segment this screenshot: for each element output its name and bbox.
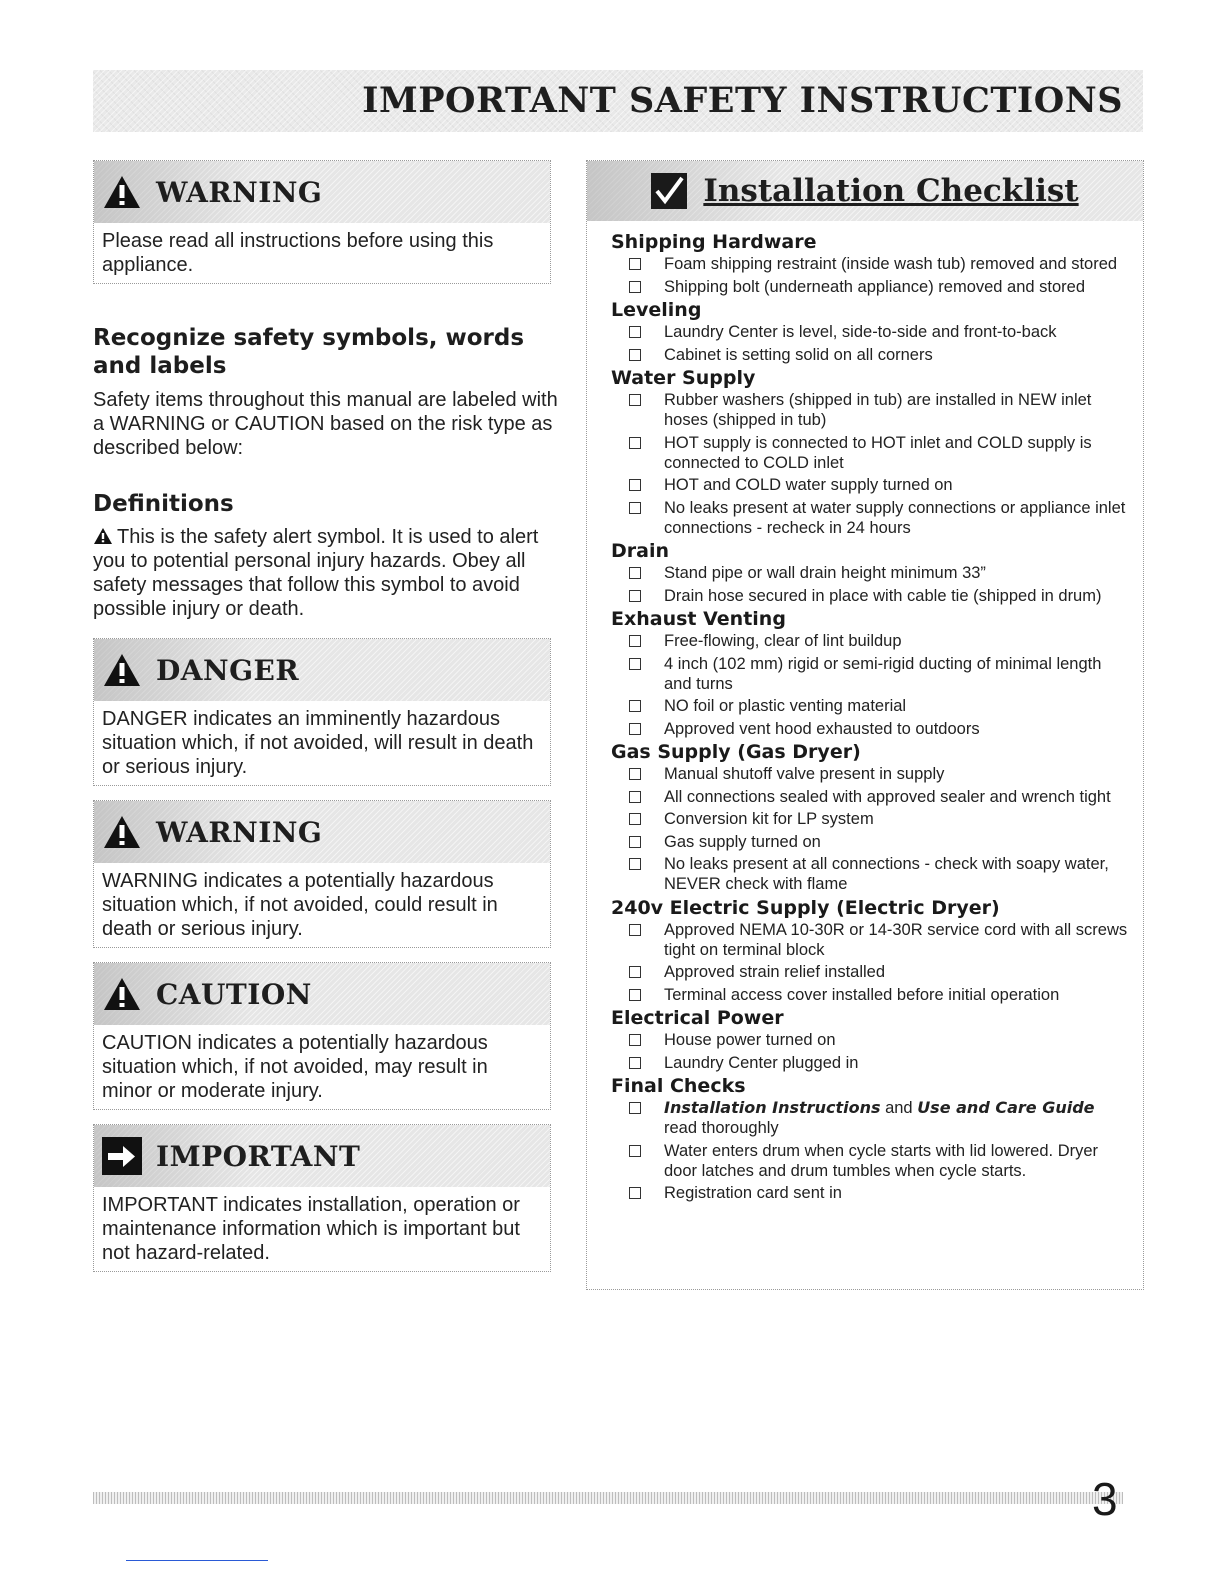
checklist-item (611, 809, 1131, 829)
checkbox[interactable] (629, 924, 641, 936)
final-checks-group (587, 1075, 1143, 1203)
checkbox[interactable] (629, 966, 641, 978)
checkbox[interactable] (629, 791, 641, 803)
group-title: Leveling (611, 299, 702, 321)
checkbox[interactable] (629, 858, 641, 870)
warning-notice-box (93, 160, 551, 284)
checklist-item (611, 764, 1131, 784)
installation-checklist (586, 160, 1144, 1290)
checkbox[interactable] (629, 394, 641, 406)
item-text: All connections sealed with approved sealer and wrench tight (664, 787, 1111, 806)
item-text: Foam shipping restraint (inside wash tub) removed and stored (664, 255, 1118, 273)
checkbox[interactable] (629, 567, 641, 579)
footer-underline (126, 1560, 268, 1561)
checklist-item (611, 277, 1131, 297)
warning-box (93, 800, 551, 948)
important-box (93, 1124, 551, 1272)
checkbox[interactable] (629, 590, 641, 602)
item-text: Shipping bolt (underneath appliance) removed and stored (664, 277, 1086, 296)
checklist-item (611, 1030, 1131, 1050)
definitions-text: This is the safety alert symbol. It is used to alert you to potential personal injury hazards. Obey all safety messages that follow this symbol to avoid possible injury or death. (93, 526, 539, 620)
arrow-right-icon (102, 1137, 142, 1175)
item-text: Drain hose secured in place with cable tie (shipped in drum) (664, 586, 1102, 605)
danger-label: DANGER (156, 653, 300, 687)
recognize-heading: Recognize safety symbols, words and labels (93, 325, 525, 379)
checklist-item (611, 696, 1131, 716)
checklist-item (611, 787, 1131, 807)
item-text: Free-flowing, clear of lint buildup (664, 632, 902, 650)
item-text: Water enters drum when cycle starts with lid lowered. Dryer door latches and drum tumbles when cycle starts. (664, 1141, 1099, 1180)
alert-triangle-icon (93, 527, 113, 545)
warning-text: WARNING indicates a potentially hazardous situation which, if not avoided, could result in death or serious injury. (102, 870, 498, 940)
item-text: 4 inch (102 mm) rigid or semi-rigid ducting of minimal length and turns (664, 654, 1102, 693)
checklist-item (611, 1053, 1131, 1073)
item-text: read thoroughly (664, 1119, 779, 1137)
item-text: Manual shutoff valve present in supply (664, 765, 945, 783)
checklist-item (611, 390, 1131, 430)
checkbox[interactable] (629, 502, 641, 514)
checklist-item (611, 654, 1131, 694)
checklist-item (611, 920, 1131, 960)
item-text: No leaks present at all connections - check with soapy water, NEVER check with flame (664, 855, 1109, 893)
item-text: and (880, 1099, 918, 1117)
checkbox[interactable] (629, 1102, 641, 1114)
item-text: Conversion kit for LP system (664, 810, 874, 828)
checklist-item (611, 1141, 1131, 1181)
alert-triangle-icon (102, 652, 142, 688)
warning-notice-header (94, 161, 550, 223)
checkbox[interactable] (629, 437, 641, 449)
item-text: Stand pipe or wall drain height minimum 33” (664, 564, 986, 582)
checklist-item (611, 498, 1131, 538)
danger-text: DANGER indicates an imminently hazardous situation which, if not avoided, will result in death or serious injury. (102, 708, 534, 778)
caution-label: CAUTION (156, 977, 312, 1011)
group-title: Shipping Hardware (611, 231, 817, 253)
warning-notice-text: Please read all instructions before using this appliance. (102, 230, 494, 276)
item-text: Cabinet is setting solid on all corners (664, 345, 933, 364)
checkbox-checked-icon (651, 173, 687, 209)
checklist-item (611, 1098, 1131, 1138)
page-title: IMPORTANT SAFETY INSTRUCTIONS (362, 80, 1123, 121)
checklist-item (611, 563, 1131, 583)
checkbox[interactable] (629, 1145, 641, 1157)
checkbox[interactable] (629, 479, 641, 491)
item-text: Approved NEMA 10-30R or 14-30R service cord with all screws tight on terminal block (664, 920, 1128, 959)
item-text: House power turned on (664, 1031, 836, 1049)
alert-triangle-icon (102, 174, 142, 210)
item-emphasis: Installation Instructions (664, 1098, 881, 1117)
caution-text: CAUTION indicates a potentially hazardous situation which, if not avoided, may result in minor or moderate injury. (102, 1032, 488, 1102)
checkbox[interactable] (629, 1187, 641, 1199)
checkbox[interactable] (629, 723, 641, 735)
caution-box (93, 962, 551, 1110)
checkbox[interactable] (629, 258, 641, 270)
warning-header (94, 801, 550, 863)
checkbox[interactable] (629, 813, 641, 825)
checklist-item (611, 854, 1131, 894)
checkbox[interactable] (629, 700, 641, 712)
checkbox[interactable] (629, 281, 641, 293)
checklist-header (587, 161, 1143, 221)
warning-label: WARNING (156, 815, 323, 849)
checklist-item (611, 962, 1131, 982)
checklist-title: Installation Checklist (703, 173, 1079, 209)
item-text: Terminal access cover installed before initial operation (664, 985, 1060, 1004)
group-title: Gas Supply (Gas Dryer) (611, 741, 861, 763)
checkbox[interactable] (629, 1034, 641, 1046)
item-text: Rubber washers (shipped in tub) are installed in NEW inlet hoses (shipped in tub) (664, 391, 1092, 429)
item-text: Laundry Center plugged in (664, 1053, 859, 1072)
important-text: IMPORTANT indicates installation, operation or maintenance information which is important but not hazard-related. (102, 1194, 520, 1264)
checklist-item (611, 345, 1131, 365)
alert-triangle-icon (102, 814, 142, 850)
danger-box (93, 638, 551, 786)
checklist-item (611, 322, 1131, 342)
definitions-heading: Definitions (93, 491, 234, 517)
footer-bar (93, 1492, 1123, 1504)
important-header (94, 1125, 550, 1187)
checkbox[interactable] (629, 989, 641, 1001)
item-text: Approved strain relief installed (664, 963, 886, 981)
group-title: Final Checks (611, 1075, 746, 1097)
item-text: NO foil or plastic venting material (664, 697, 907, 715)
item-text: Registration card sent in (664, 1184, 842, 1202)
checklist-item (611, 475, 1131, 495)
checklist-item (611, 1183, 1131, 1203)
checkbox[interactable] (629, 836, 641, 848)
checklist-body (587, 221, 1143, 1073)
item-text: Gas supply turned on (664, 832, 821, 851)
checklist-item (611, 433, 1131, 473)
group-title: Electrical Power (611, 1007, 784, 1029)
recognize-text: Safety items throughout this manual are labeled with a WARNING or CAUTION based on the risk type as described below: (93, 389, 558, 459)
item-text: HOT and COLD water supply turned on (664, 476, 953, 494)
item-text: HOT supply is connected to HOT inlet and COLD supply is connected to COLD inlet (664, 433, 1092, 472)
important-label: IMPORTANT (156, 1139, 361, 1173)
group-title: Drain (611, 540, 670, 562)
checkbox[interactable] (629, 658, 641, 670)
item-text: Approved vent hood exhausted to outdoors (664, 719, 980, 738)
checklist-item (611, 719, 1131, 739)
checkbox[interactable] (629, 768, 641, 780)
item-text: Laundry Center is level, side-to-side and front-to-back (664, 323, 1057, 341)
checklist-item (611, 985, 1131, 1005)
checkbox[interactable] (629, 326, 641, 338)
checklist-item (611, 832, 1131, 852)
page-number: 3 (1092, 1473, 1118, 1525)
item-text: No leaks present at water supply connections or appliance inlet connections - recheck in 24 hours (664, 498, 1126, 537)
checkbox[interactable] (629, 349, 641, 361)
caution-header (94, 963, 550, 1025)
item-emphasis: Use and Care Guide (917, 1098, 1095, 1117)
checkbox[interactable] (629, 1057, 641, 1069)
warning-notice-label: WARNING (156, 175, 323, 209)
checklist-item (611, 631, 1131, 651)
checkbox[interactable] (629, 635, 641, 647)
group-title: Exhaust Venting (611, 608, 786, 630)
header-banner (93, 70, 1143, 132)
alert-triangle-icon (102, 976, 142, 1012)
checklist-item (611, 254, 1131, 274)
group-title: 240v Electric Supply (Electric Dryer) (611, 896, 1000, 919)
group-title: Water Supply (611, 367, 756, 389)
definitions-paragraph (93, 525, 558, 621)
danger-header (94, 639, 550, 701)
checklist-item (611, 586, 1131, 606)
